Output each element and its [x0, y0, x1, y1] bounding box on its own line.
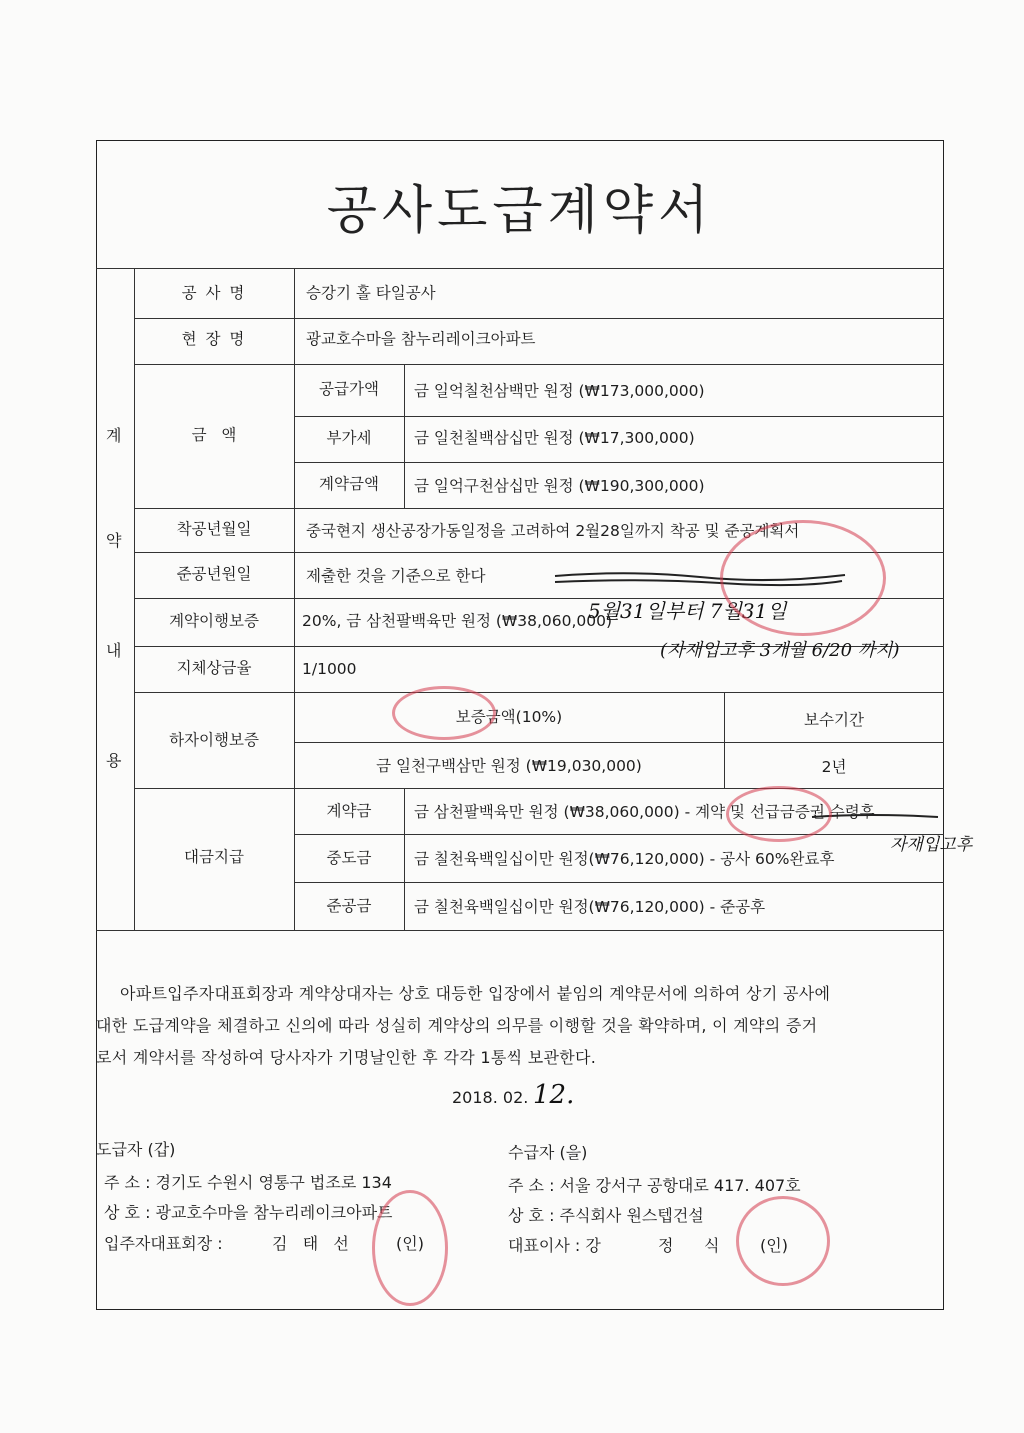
project-name-value: 승강기 홀 타일공사	[306, 284, 436, 302]
down-payment-value: 금 삼천팔백육만 원정 (₩38,060,000) - 계약 및 선급금증권 수령후	[414, 803, 875, 821]
rule	[294, 834, 944, 835]
delay-rate-value: 1/1000	[302, 660, 357, 678]
contractor-seal-stamp	[372, 1190, 448, 1306]
contractor-title: 도급자 (갑)	[96, 1140, 176, 1159]
handwritten-note-materials: (자재입고후 3개월 6/20 까지)	[660, 640, 900, 661]
completion-date-label: 준공년원일	[176, 565, 252, 583]
rule	[96, 930, 944, 931]
side-label-char: 용	[106, 751, 122, 770]
side-label-char: 계	[106, 426, 122, 445]
paragraph-line: 로서 계약서를 작성하여 당사자가 기명날인한 후 각각 1통씩 보관한다.	[96, 1048, 597, 1067]
performance-bond-label: 계약이행보증	[169, 612, 259, 630]
handwritten-note-margin: 자재입고후	[890, 835, 973, 855]
vat-label: 부가세	[326, 429, 372, 447]
rule	[134, 692, 944, 693]
rule	[96, 268, 944, 269]
supplier-address: 주 소 : 서울 강서구 공항대로 417. 407호	[508, 1176, 801, 1195]
rule	[294, 742, 944, 743]
supplier-title: 수급자 (을)	[508, 1143, 588, 1162]
handwritten-note-schedule: 5월31일부터 7월31일	[588, 599, 787, 623]
rule	[294, 462, 944, 463]
site-name-value: 광교호수마을 참누리레이크아파트	[306, 330, 536, 348]
contractor-rep-name: 김 태 선	[272, 1234, 349, 1253]
supplier-seal-stamp	[736, 1196, 830, 1286]
supply-price-label: 공급가액	[319, 380, 379, 398]
rule	[134, 788, 944, 789]
rule	[404, 364, 405, 508]
rule	[134, 364, 944, 365]
amount-label: 금 액	[191, 426, 237, 444]
final-payment-value: 금 칠천육백일십이만 원정(₩76,120,000) - 준공후	[414, 898, 766, 916]
rule	[294, 882, 944, 883]
contractor-address: 주 소 : 경기도 수원시 영통구 법조로 134	[104, 1173, 392, 1192]
rule	[294, 416, 944, 417]
guarantee-value: 금 일천구백삼만 원정 (₩19,030,000)	[376, 757, 642, 775]
supplier-rep-name: 정 식	[658, 1236, 720, 1255]
interim-payment-value: 금 칠천육백일십이만 원정(₩76,120,000) - 공사 60%완료후	[414, 850, 835, 868]
supplier-company: 상 호 : 주식회사 원스텝건설	[508, 1206, 704, 1225]
company-seal-stamp	[720, 520, 886, 636]
company-seal-stamp	[392, 686, 496, 740]
completion-date-value: 제출한 것을 기준으로 한다	[306, 567, 486, 585]
interim-payment-label: 중도금	[326, 849, 372, 867]
company-seal-stamp	[726, 786, 832, 842]
project-name-label: 공 사 명	[181, 284, 247, 302]
site-name-label: 현 장 명	[181, 330, 247, 348]
agreement-paragraph	[96, 978, 932, 1074]
down-payment-label: 계약금	[326, 802, 372, 820]
rule	[134, 268, 135, 930]
performance-bond-value: 20%, 금 삼천팔백육만 원정 (₩38,060,000)	[302, 612, 613, 630]
payment-label: 대금지급	[184, 848, 244, 866]
side-label-char: 약	[106, 531, 122, 550]
supply-price-value: 금 일억칠천삼백만 원정 (₩173,000,000)	[414, 382, 705, 400]
supplier-seal-mark: (인)	[760, 1236, 788, 1255]
contract-date: 2018. 02.	[452, 1088, 529, 1107]
contract-date-day: 12.	[533, 1080, 575, 1110]
vat-value: 금 일천칠백삼십만 원정 (₩17,300,000)	[414, 429, 695, 447]
delay-rate-label: 지체상금율	[176, 659, 252, 677]
rule	[134, 508, 944, 509]
defect-bond-label: 하자이행보증	[169, 731, 259, 749]
document-title: 공사도급계약서	[326, 181, 714, 241]
rule	[294, 268, 295, 930]
contractor-seal-mark: (인)	[396, 1234, 424, 1253]
contract-amount-value: 금 일억구천삼십만 원정 (₩190,300,000)	[414, 477, 705, 495]
paragraph-line: 대한 도급계약을 체결하고 신의에 따라 성실히 계약상의 의무를 이행할 것을 확약하며, 이 계약의 증거	[96, 1016, 818, 1035]
rule	[404, 788, 405, 930]
start-date-value: 중국현지 생산공장가동일정을 고려하여 2월28일까지 착공 및 준공계획서	[306, 522, 800, 540]
period-value: 2년	[821, 758, 847, 776]
contract-amount-label: 계약금액	[319, 475, 379, 493]
side-label-char: 내	[106, 641, 122, 660]
period-header: 보수기간	[804, 711, 864, 729]
paragraph-line: 아파트입주자대표회장과 계약상대자는 상호 대등한 입장에서 붙임의 계약문서에 의하여 상기 공사에	[120, 984, 831, 1003]
start-date-label: 착공년월일	[176, 520, 252, 538]
supplier-rep-label: 대표이사 : 강	[508, 1236, 601, 1255]
rule	[134, 318, 944, 319]
guarantee-header: 보증금액(10%)	[455, 708, 563, 726]
contractor-rep-label: 입주자대표회장 :	[104, 1234, 223, 1253]
contractor-company: 상 호 : 광교호수마을 참누리레이크아파트	[104, 1203, 393, 1222]
final-payment-label: 준공금	[326, 897, 372, 915]
